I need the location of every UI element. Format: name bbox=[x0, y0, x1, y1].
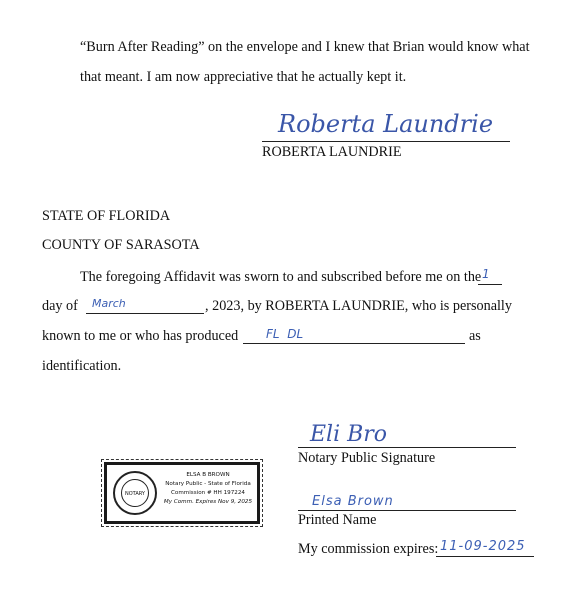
notary-stamp-text bbox=[159, 471, 257, 507]
day-value: 1 bbox=[482, 267, 490, 281]
jurat-line-3-prefix: known to me or who has produced bbox=[42, 328, 239, 344]
paragraph-line-1: “Burn After Reading” on the envelope and I knew that Brian would know what bbox=[80, 39, 530, 55]
notary-signature-label: Notary Public Signature bbox=[298, 450, 436, 466]
jurat-line-3-suffix: as bbox=[469, 328, 481, 344]
jurat-line-1: The foregoing Affidavit was sworn to and subscribed before me on the bbox=[80, 269, 482, 285]
jurat-line-2-suffix: , 2023, by ROBERTA LAUNDRIE, who is personally bbox=[205, 298, 512, 314]
notary-seal-icon bbox=[113, 471, 157, 515]
stamp-line-1: ELSA B BROWN bbox=[186, 472, 230, 478]
jurat-line-4: identification. bbox=[42, 358, 122, 374]
month-value: March bbox=[92, 297, 126, 310]
notary-signature: Eli Bro bbox=[310, 422, 388, 447]
commission-expires-value: 11-09-2025 bbox=[440, 539, 526, 554]
notary-signature-line bbox=[298, 447, 516, 448]
printed-name-label: Printed Name bbox=[298, 512, 377, 528]
paragraph-line-2: that meant. I am now appreciative that he actually kept it. bbox=[80, 69, 407, 85]
day-blank bbox=[478, 284, 502, 285]
commission-expires-line bbox=[436, 556, 534, 557]
affiant-name: ROBERTA LAUNDRIE bbox=[262, 144, 402, 160]
affiant-signature: Roberta Laundrie bbox=[278, 110, 494, 138]
stamp-line-2: Notary Public - State of Florida bbox=[165, 481, 251, 487]
id-value: FL DL bbox=[266, 327, 304, 341]
stamp-line-3: Commission # HH 197224 bbox=[171, 490, 245, 496]
jurat-line-2-prefix: day of bbox=[42, 298, 78, 314]
notary-seal-text: NOTARY bbox=[121, 479, 149, 507]
printed-name-value: Elsa Brown bbox=[312, 494, 394, 509]
venue-state: STATE OF FLORIDA bbox=[42, 208, 171, 224]
month-blank bbox=[86, 313, 204, 314]
notary-stamp bbox=[104, 462, 260, 524]
commission-expires-label: My commission expires: bbox=[298, 541, 439, 557]
id-blank bbox=[243, 343, 465, 344]
stamp-line-4: My Comm. Expires Nov 9, 2025 bbox=[163, 499, 253, 505]
venue-county: COUNTY OF SARASOTA bbox=[42, 237, 200, 253]
affiant-signature-line bbox=[262, 141, 510, 142]
